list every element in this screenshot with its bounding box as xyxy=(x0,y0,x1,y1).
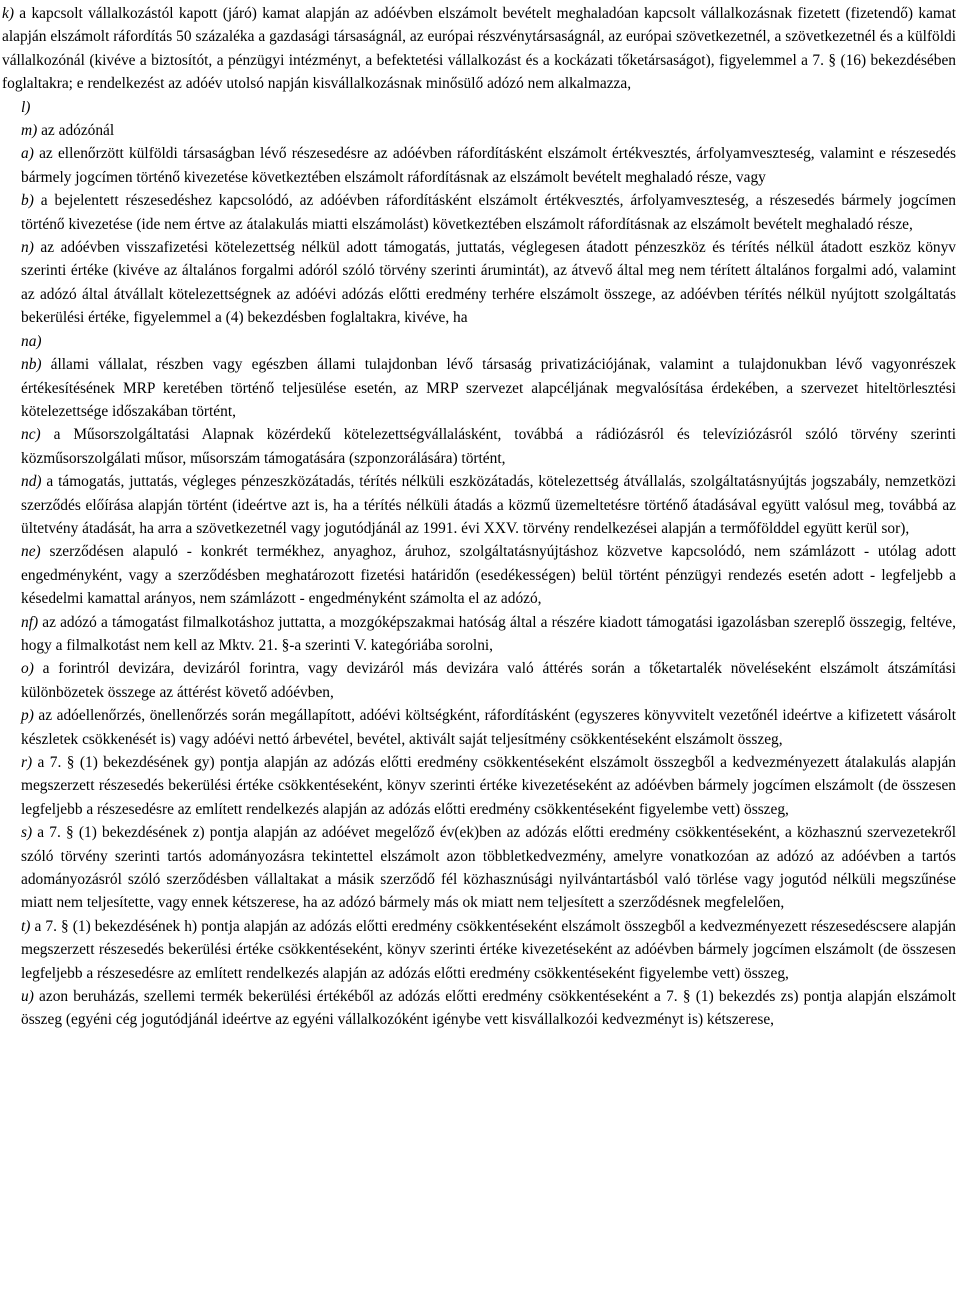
paragraph-l xyxy=(2,96,956,119)
paragraph-nd xyxy=(2,470,956,540)
item-label: ne) xyxy=(21,543,41,561)
paragraph-s xyxy=(2,821,956,915)
paragraph-t xyxy=(2,915,956,985)
item-text: a Műsorszolgáltatási Alapnak közérdekű kötelezettségvállalásként, továbbá a rádiózásról és televíziózásról szóló törvény szerinti közműsorszolgálati műsor, műsorszám támogatására (szponzorálására) történt, xyxy=(21,426,956,467)
item-text: a 7. § (1) bekezdésének h) pontja alapján az adózás előtti eredmény csökkentéseként elszámolt összegből a kedvezményezett részesedéscsere alapján megszerzett részesedés bekerülési értéke csökkentéseként, könyv szerinti értéke kivezetéseként az adóévben bármely jogcímen elszámolt (de összesen legfeljebb a részesedésre az említett rendelkezés alapján az adózás előtti eredmény csökkentéseként figyelembe vett) összeg, xyxy=(21,917,956,982)
item-text: a kapcsolt vállalkozástól kapott (járó) kamat alapján az adóévben elszámolt bevételt meghaladóan kapcsolt vállalkozásnak fizetett (fizetendő) kamat alapján elszámolt ráfordítás 50 százaléka a gazdasági társaságnál, az európai részvénytársaságnál, az európai szövetkezetnél, a szövetkezetnél és a külföldi vállalkozónál (kivéve a biztosítót, a pénzügyi intézményt, a befektetési vállalkozást és a kockázati tőketársaságot), figyelemmel a 7. § (16) bekezdésében foglaltakra; e rendelkezést az adóév utolsó napján kisvállalkozásnak minősülő adózó nem alkalmazza, xyxy=(2,5,956,93)
item-label: nb) xyxy=(21,356,42,374)
item-label: p) xyxy=(21,707,34,725)
item-text: az adóévben visszafizetési kötelezettség nélkül adott támogatás, juttatás, véglegesen átadott pénzeszköz és térítés nélkül átadott eszköz könyv szerinti értéke (kivéve az általános forgalmi adóról szóló törvény szerinti árumintát), az átvevő által meg nem térített általános forgalmi adó, valamint az adózó által átvállalt kötelezettségnek az adóévi adózás előtti eredmény terhére elszámolt összege, az adóévben térítés nélkül nyújtott szolgáltatás bekerülési értéke, figyelemmel a (4) bekezdésben foglaltakra, kivéve, ha xyxy=(21,239,956,327)
paragraph-m xyxy=(2,119,956,142)
paragraph-nb xyxy=(2,353,956,423)
item-text: szerződésen alapuló - konkrét termékhez, anyaghoz, áruhoz, szolgáltatásnyújtáshoz közvetve kapcsolódó, nem számlázott - utólag adott engedményként, vagy a szerződésben meghatározott fizetési határidőn (esedékességen) belül történt pénzügyi rendezés esetén adott - legfeljebb a késedelmi kamattal arányos, nem számlázott - engedményként számolta el az adózó, xyxy=(21,543,956,608)
item-text: a forintról devizára, devizáról forintra, vagy devizáról más devizára való áttérés során a tőketartalék növeléseként elszámolt átszámítási különbözetek összege az áttérést követő adóévben, xyxy=(21,660,956,701)
item-label: t) xyxy=(21,917,31,935)
paragraph-m-a xyxy=(2,142,956,189)
item-label: a) xyxy=(21,145,34,163)
item-label: b) xyxy=(21,192,34,210)
item-text: az adózó a támogatást filmalkotáshoz juttatta, a mozgóképszakmai hatóság által a részére kiadott támogatási igazolásban szereplő összegig, feltéve, hogy a filmalkotást nem kell az Mktv. 21. §-a szerinti V. kategóriába sorolni, xyxy=(21,613,956,654)
item-text: állami vállalat, részben vagy egészben állami tulajdonban lévő társaság privatizációjának, valamint a tulajdonukban lévő vagyonrészek értékesítésének MRP keretében történő teljesülése esetén, az MRP szervezet alapcéljának megvalósítása érdekében, a szervezet hiteltörlesztési kötelezettsége időszakában történt, xyxy=(21,356,956,420)
paragraph-m-b xyxy=(2,189,956,236)
item-label: s) xyxy=(21,824,33,842)
item-text: az ellenőrzött külföldi társaságban lévő részesedésre az adóévben ráfordításként elszámolt értékvesztés, árfolyamveszteség, valamint e részesedés bármely jogcímen történő kivezetése következtében elszámolt ráfordításnak az elszámolt bevételt meghaladó része, vagy xyxy=(21,145,956,186)
item-text: a támogatás, juttatás, végleges pénzeszközátadás, térítés nélküli eszközátadás, kötelezettség átvállalás, szolgáltatásnyújtás jogszabály, nemzetközi szerződés előírása alapján történt (ideértve azt is, ha a térítés nélküli átadás a közmű üzemeltetésre történő átadásával együtt valósul meg, továbbá az ültetvény átadását, ha arra a szövetkezetnél vagy jogutódjánál az 1991. évi XXV. törvény rendelkezései alapján a termőfölddel együtt kerül sor), xyxy=(21,473,956,537)
item-label: l) xyxy=(21,98,31,116)
paragraph-nf xyxy=(2,611,956,658)
paragraph-n xyxy=(2,236,956,330)
item-text: a bejelentett részesedéshez kapcsolódó, az adóévben ráfordításként elszámolt értékvesztés, árfolyamveszteség, a részesedés bármely jogcímen történő kivezetése (ide nem értve az átalakulás miatti elszámolást) következtében elszámolt ráfordításnak az elszámolt bevételt meghaladó része, xyxy=(21,192,956,233)
item-label: m) xyxy=(21,122,38,140)
item-label: u) xyxy=(21,988,34,1006)
item-text: a 7. § (1) bekezdésének z) pontja alapján az adóévet megelőző év(ek)ben az adózás előtti eredmény csökkentéseként, a közhasznú szervezetekről szóló törvény szerinti tartós adományozásra tekintettel elszámolt azon többletkedvezmény, amelyre vonatkozóan az adózó az adóévben a tartós adományozásról szóló szerződésben vállaltakat a másik szerződő fél közhasznúsági nyilvántartásból való törlése vagy jogutód nélküli megszűnése miatt nem teljesítette, vagy ennek kétszerese, ha az adózó bármely más ok miatt nem teljesített a szerződésnek megfelelően, xyxy=(21,824,956,912)
item-label: nf) xyxy=(21,613,39,631)
item-label: na) xyxy=(21,332,42,350)
item-label: nc) xyxy=(21,426,41,444)
paragraph-p xyxy=(2,704,956,751)
paragraph-o xyxy=(2,657,956,704)
item-text: az adózónál xyxy=(37,122,115,140)
paragraph-k xyxy=(2,2,956,96)
item-text: a 7. § (1) bekezdésének gy) pontja alapján az adózás előtti eredmény csökkentéseként elszámolt összegből a kedvezményezett átalakulás alapján megszerzett részesedés bekerülési értéke csökkentéseként, könyv szerinti értéke kivezetéseként az adóévben bármely jogcímen elszámolt (de összesen legfeljebb a részesedésre az említett rendelkezés alapján az adózás előtti eredmény csökkentéseként figyelembe vett) összeg, xyxy=(21,754,956,818)
item-label: n) xyxy=(21,239,34,257)
item-label: k) xyxy=(2,5,14,22)
item-label: r) xyxy=(21,754,33,771)
item-label: o) xyxy=(21,660,34,678)
item-text: az adóellenőrzés, önellenőrzés során megállapított, adóévi költségként, ráfordításként (egyszeres könyvvitelt vezetőnél ideértve a kifizetett vásárolt készletek csökkenését is) vagy adóévi nettó árbevétel, bevétel, aktivált saját teljesítmény csökkentéseként elszámolt összeg, xyxy=(21,707,956,748)
item-label: nd) xyxy=(21,473,42,491)
paragraph-na xyxy=(2,330,956,353)
paragraph-r xyxy=(2,751,956,821)
item-text: azon beruházás, szellemi termék bekerülési értékéből az adózás előtti eredmény csökkentéseként a 7. § (1) bekezdés zs) pontja alapján elszámolt összeg (egyéni cég jogutódjánál ideértve az egyéni vállalkozóként igénybe vett kisvállalkozói kedvezményt is) kétszerese, xyxy=(21,988,956,1029)
paragraph-ne xyxy=(2,540,956,610)
paragraph-u xyxy=(2,985,956,1032)
paragraph-nc xyxy=(2,423,956,470)
